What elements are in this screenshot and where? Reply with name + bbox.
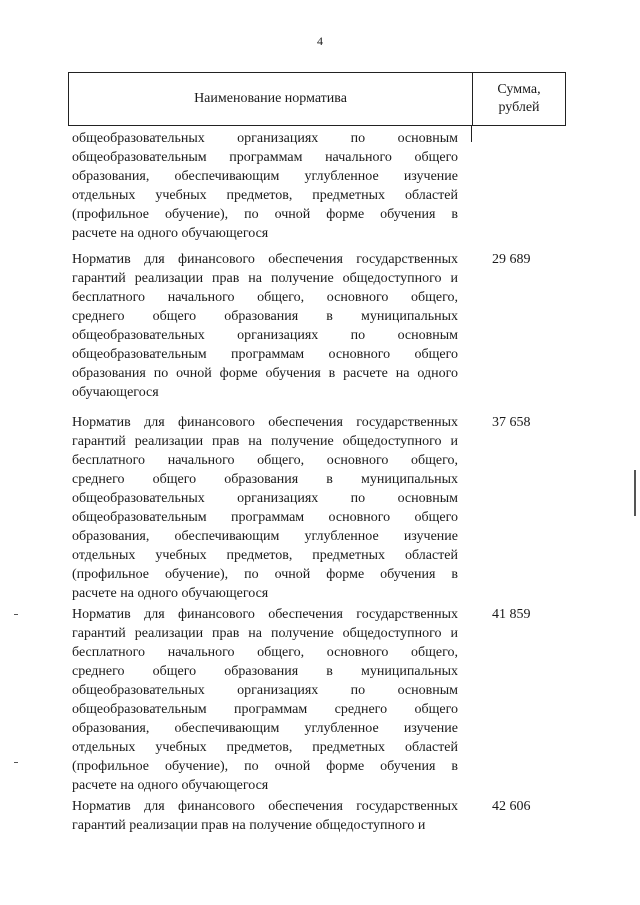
text-line: Норматив для финансового обеспечения государственных [72, 799, 458, 814]
text-line: расчете на одного обучающегося [72, 586, 269, 601]
normative-name [72, 129, 458, 243]
text-line: образования, обеспечивающим углубленное изучение [72, 721, 458, 736]
normative-sum: 41 859 [492, 607, 531, 622]
text-line: общеобразовательных организациях по основным [72, 683, 458, 698]
column-divider-tail [471, 126, 472, 142]
text-line: образования по очной форме обучения в расчете на одного [72, 366, 458, 381]
text-line: гарантий реализации прав на получение общедоступного и [72, 818, 426, 833]
normative-sum: 42 606 [492, 799, 531, 814]
text-line: (профильное обучение), по очной форме обучения в [72, 759, 458, 774]
text-line: обучающегося [72, 385, 159, 400]
text-line: среднего общего образования в муниципальных [72, 664, 458, 679]
text-line: общеобразовательным программам основного общего [72, 347, 458, 362]
scan-dot-mark [14, 614, 18, 615]
text-line: отдельных учебных предметов, предметных областей [72, 548, 458, 563]
column-header-sum: Сумма, рублей [497, 82, 541, 115]
scan-edge-mark [634, 470, 636, 516]
text-line: (профильное обучение), по очной форме обучения в [72, 207, 458, 222]
text-line: общеобразовательных организациях по основным [72, 328, 458, 343]
text-line: общеобразовательным программам основного общего [72, 510, 458, 525]
normative-sum: 29 689 [492, 252, 531, 267]
text-line: среднего общего образования в муниципальных [72, 472, 458, 487]
text-line: общеобразовательных организациях по основным [72, 491, 458, 506]
text-line: среднего общего образования в муниципальных [72, 309, 458, 324]
table-header [68, 72, 566, 126]
text-line: расчете на одного обучающегося [72, 226, 269, 241]
text-line: Норматив для финансового обеспечения государственных [72, 607, 458, 622]
text-line: бесплатного начального общего, основного общего, [72, 290, 458, 305]
text-line: общеобразовательным программам начального общего [72, 150, 458, 165]
text-line: отдельных учебных предметов, предметных областей [72, 740, 458, 755]
text-line: общеобразовательных организациях по основным [72, 131, 458, 146]
text-line: Норматив для финансового обеспечения государственных [72, 415, 458, 430]
page-number: 4 [317, 34, 323, 48]
normative-name [72, 250, 458, 402]
text-line: гарантий реализации прав на получение общедоступного и [72, 434, 458, 449]
text-line: (профильное обучение), по очной форме обучения в [72, 567, 458, 582]
text-line: образования, обеспечивающим углубленное изучение [72, 529, 458, 544]
text-line: образования, обеспечивающим углубленное изучение [72, 169, 458, 184]
normative-name [72, 797, 458, 835]
normative-sum: 37 658 [492, 415, 531, 430]
text-line: гарантий реализации прав на получение общедоступного и [72, 271, 458, 286]
text-line: бесплатного начального общего, основного общего, [72, 645, 458, 660]
column-header-name: Наименование норматива [194, 91, 347, 106]
text-line: отдельных учебных предметов, предметных областей [72, 188, 458, 203]
text-line: расчете на одного обучающегося [72, 778, 269, 793]
text-line: гарантий реализации прав на получение общедоступного и [72, 626, 458, 641]
scan-dot-mark [14, 762, 18, 763]
normative-name [72, 413, 458, 603]
text-line: Норматив для финансового обеспечения государственных [72, 252, 458, 267]
text-line: общеобразовательным программам среднего общего [72, 702, 458, 717]
text-line: бесплатного начального общего, основного общего, [72, 453, 458, 468]
normative-name [72, 605, 458, 795]
